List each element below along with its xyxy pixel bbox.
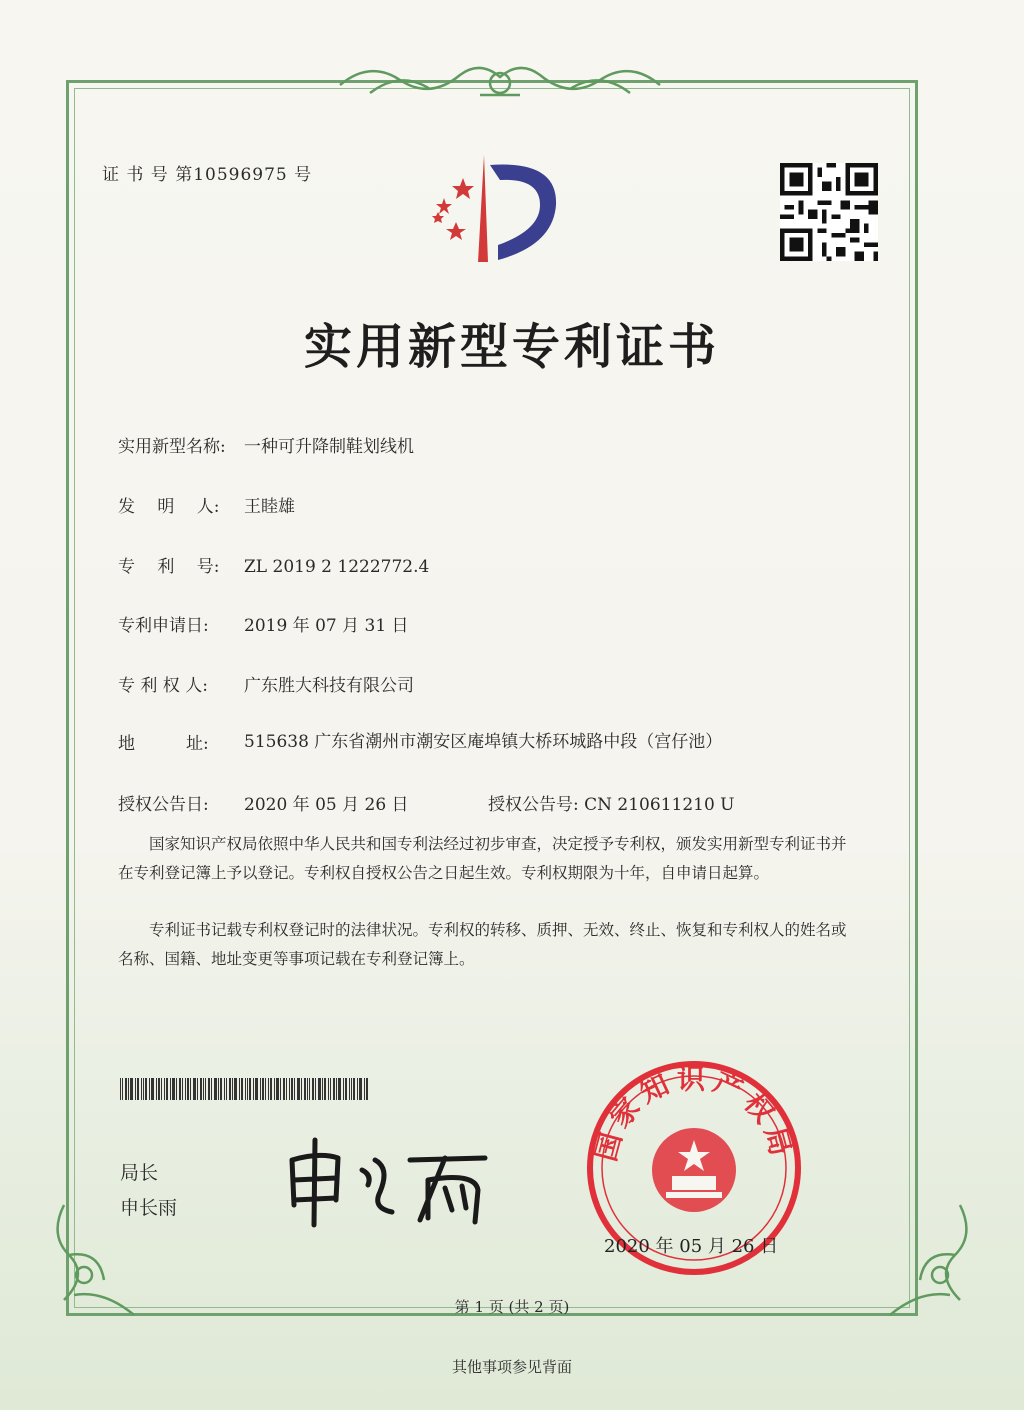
barcode-bar (291, 1078, 293, 1100)
qr-code (780, 163, 878, 261)
barcode-bar (176, 1078, 177, 1100)
barcode-bar (232, 1078, 233, 1100)
barcode-bar (200, 1078, 202, 1100)
publication-number-row (488, 790, 735, 815)
barcode-bar (297, 1078, 300, 1100)
utility-model-name-value: 一种可升降制鞋划线机 (244, 437, 414, 457)
barcode-bar (260, 1078, 261, 1100)
barcode-bar (349, 1078, 350, 1100)
barcode-bar (253, 1078, 254, 1100)
barcode-bar (226, 1078, 227, 1100)
barcode-bar (283, 1078, 285, 1100)
barcode-bar (322, 1078, 323, 1100)
barcode-bar (286, 1078, 287, 1100)
address-label: 地 址: (118, 734, 209, 754)
barcode-bar (364, 1078, 365, 1100)
barcode-bar (172, 1078, 175, 1100)
barcode-bar (211, 1078, 212, 1100)
barcode-bar (336, 1078, 337, 1100)
barcode-bar (164, 1078, 165, 1100)
barcode-bar (166, 1078, 168, 1100)
barcode-bar (324, 1078, 326, 1100)
page-number: 第 1 页 (共 2 页) (454, 1298, 570, 1316)
barcode-bar (245, 1078, 246, 1100)
barcode-bar (220, 1078, 222, 1100)
barcode-bar (137, 1078, 139, 1100)
barcode-bar (239, 1078, 240, 1100)
barcode-bar (224, 1078, 225, 1100)
barcode-bar (318, 1078, 321, 1100)
barcode-bar (205, 1078, 206, 1100)
barcode-bar (128, 1078, 129, 1100)
barcode-bar (328, 1078, 329, 1100)
top-ornament (330, 55, 670, 105)
barcode-bar (351, 1078, 352, 1100)
barcode-bar (179, 1078, 181, 1100)
patentee-value: 广东胜大科技有限公司 (244, 676, 414, 696)
barcode (120, 1078, 370, 1100)
barcode-bar (145, 1078, 147, 1100)
barcode-bar (357, 1078, 358, 1100)
director-title: 局长 (120, 1162, 159, 1184)
patent-number-row (118, 552, 429, 577)
barcode-bar (276, 1078, 279, 1100)
barcode-bar (274, 1078, 275, 1100)
barcode-bar (301, 1078, 302, 1100)
address-row (118, 729, 728, 755)
barcode-bar (135, 1078, 136, 1100)
barcode-bar (255, 1078, 258, 1100)
director-name: 申长雨 (120, 1197, 178, 1219)
barcode-bar (270, 1078, 272, 1100)
barcode-bar (185, 1078, 186, 1100)
barcode-bar (345, 1078, 347, 1100)
patent-number-value: ZL 2019 2 1222772.4 (244, 557, 430, 577)
certificate-number: 证 书 号 第10596975 号 (102, 165, 313, 185)
filing-date-value: 2019 年 07 月 31 日 (244, 616, 409, 636)
barcode-bar (187, 1078, 189, 1100)
patent-number-label: 专 利 号: (118, 557, 220, 577)
barcode-bar (161, 1078, 162, 1100)
back-page-note: 其他事项参见背面 (451, 1358, 572, 1376)
patentee-row (118, 671, 414, 696)
filing-date-label: 专利申请日: (118, 616, 209, 636)
utility-model-name-label: 实用新型名称: (118, 437, 226, 457)
barcode-bar (315, 1078, 316, 1100)
publication-number-value: CN 210611210 U (584, 795, 735, 815)
barcode-bar (182, 1078, 183, 1100)
barcode-bar (312, 1078, 314, 1100)
address-value: 515638 广东省潮州市潮安区庵埠镇大桥环城路中段（宫仔池） (244, 732, 723, 752)
barcode-bar (268, 1078, 269, 1100)
barcode-bar (294, 1078, 295, 1100)
barcode-bar (203, 1078, 204, 1100)
publication-date-label: 授权公告日: (118, 795, 209, 815)
barcode-bar (289, 1078, 290, 1100)
barcode-bar (197, 1078, 198, 1100)
barcode-bar (158, 1078, 160, 1100)
barcode-bar (330, 1078, 331, 1100)
barcode-bar (151, 1078, 154, 1100)
barcode-bar (143, 1078, 144, 1100)
patentee-label: 专 利 权 人: (118, 676, 208, 696)
barcode-bar (262, 1078, 264, 1100)
barcode-bar (208, 1078, 210, 1100)
barcode-bar (120, 1078, 121, 1100)
director-signature (280, 1130, 500, 1230)
inventor-value: 王睦雄 (244, 497, 295, 517)
barcode-bar (304, 1078, 306, 1100)
publication-date-value: 2020 年 05 月 26 日 (244, 795, 409, 815)
barcode-bar (218, 1078, 219, 1100)
barcode-bar (249, 1078, 251, 1100)
barcode-bar (309, 1078, 310, 1100)
inventor-row (118, 492, 295, 517)
barcode-bar (125, 1078, 127, 1100)
seal-text: 国家知识产权局 (589, 1062, 799, 1165)
utility-model-name-row (118, 432, 414, 457)
publication-number-label: 授权公告号: (488, 795, 579, 815)
legal-status-paragraph: 专利证书记载专利权登记时的法律状况。专利权的转移、质押、无效、终止、恢复和专利权人的姓名或名称、国籍、地址变更等事项记载在专利登记簿上。 (118, 921, 847, 968)
inventor-label: 发 明 人: (118, 497, 220, 517)
barcode-bar (359, 1078, 362, 1100)
barcode-bar (193, 1078, 196, 1100)
barcode-bar (241, 1078, 243, 1100)
barcode-bar (280, 1078, 281, 1100)
barcode-bar (353, 1078, 355, 1100)
barcode-bar (214, 1078, 217, 1100)
barcode-bar (149, 1078, 150, 1100)
barcode-bar (307, 1078, 308, 1100)
barcode-bar (190, 1078, 191, 1100)
grant-paragraph: 国家知识产权局依照中华人民共和国专利法经过初步审查，决定授予专利权，颁发实用新型专利证书并在专利登记簿上予以登记。专利权自授权公告之日起生效。专利权期限为十年，自申请日起算。 (118, 835, 847, 882)
barcode-bar (130, 1078, 133, 1100)
barcode-bar (333, 1078, 335, 1100)
filing-date-row (118, 611, 409, 636)
barcode-bar (122, 1078, 123, 1100)
barcode-bar (366, 1078, 368, 1100)
barcode-bar (343, 1078, 344, 1100)
publication-date-row (118, 790, 409, 815)
certificate-title: 实用新型专利证书 (303, 319, 720, 375)
barcode-bar (229, 1078, 231, 1100)
cnipa-logo (418, 150, 568, 270)
barcode-bar (141, 1078, 142, 1100)
barcode-bar (265, 1078, 266, 1100)
seal-date: 2020 年 05 月 26 日 (604, 1236, 779, 1257)
barcode-bar (247, 1078, 248, 1100)
barcode-bar (156, 1078, 157, 1100)
barcode-bar (338, 1078, 341, 1100)
barcode-bar (170, 1078, 171, 1100)
barcode-bar (234, 1078, 237, 1100)
